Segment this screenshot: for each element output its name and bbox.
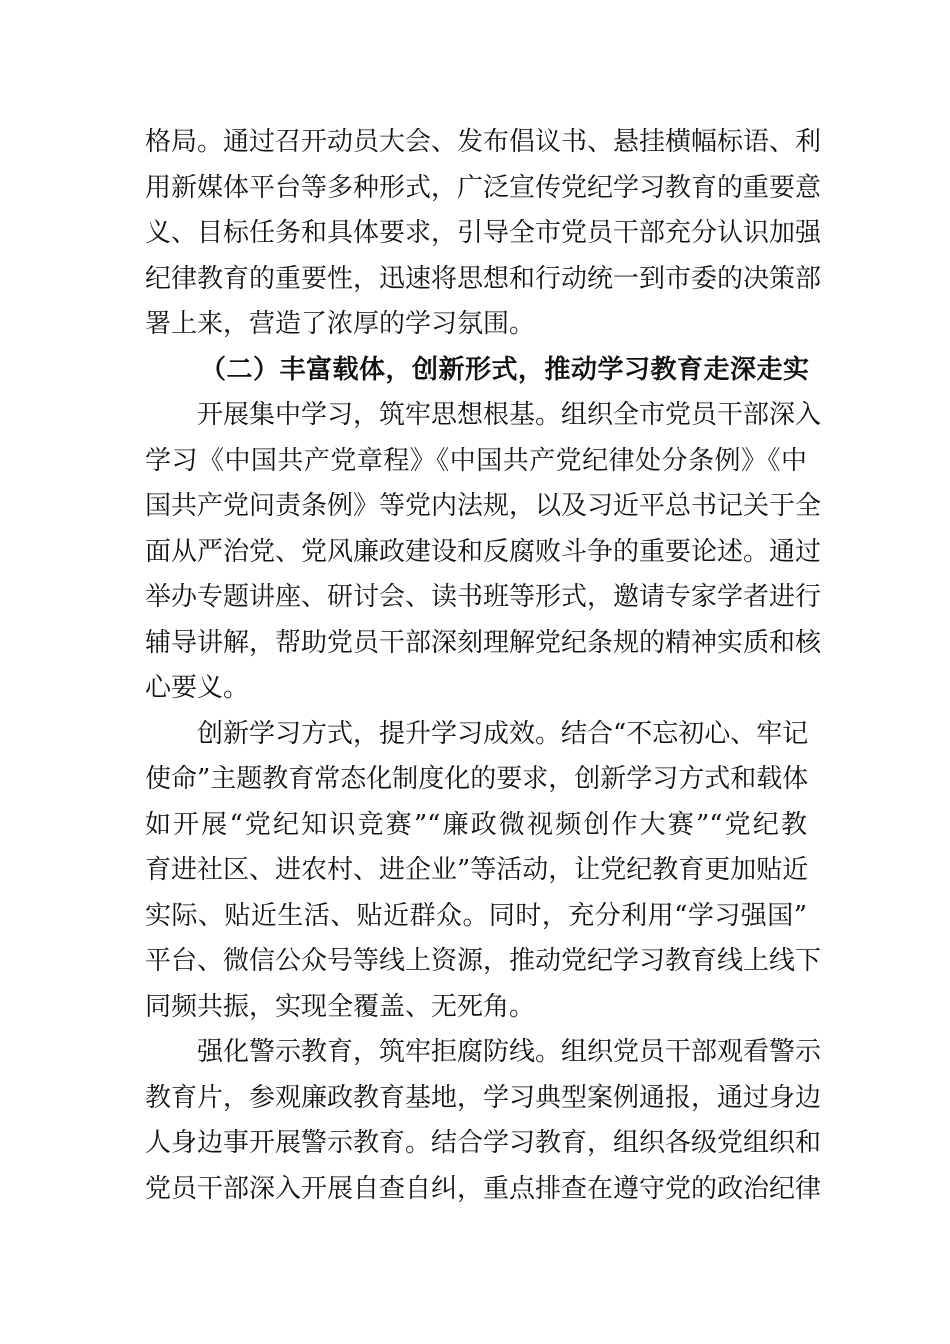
paragraph-line: 实际、贴近生活、贴近群众。同时，充分利用“学习强国”: [145, 900, 807, 931]
paragraph-line: 教育片，参观廉政教育基地，学习典型案例通报，通过身边: [145, 1082, 822, 1113]
paragraph-line: 义、目标任务和具体要求，引导全市党员干部充分认识加强: [145, 218, 822, 248]
paragraph-line: 心要义。: [145, 673, 250, 703]
paragraph-line: 面从严治党、党风廉政建设和反腐败斗争的重要论述。通过: [145, 536, 822, 567]
paragraph-line: 如开展“党纪知识竞赛”“廉政微视频创作大赛”“党纪教: [145, 809, 807, 840]
paragraph-line: 署上来，营造了浓厚的学习氛围。: [145, 309, 536, 339]
paragraph-line: 使命”主题教育常态化制度化的要求，创新学习方式和载体: [145, 764, 809, 794]
paragraph-line: 辅导讲解，帮助党员干部深刻理解党纪条规的精神实质和核: [145, 627, 822, 658]
section-heading: （二）丰富载体，创新形式，推动学习教育走深走实: [200, 354, 810, 385]
paragraph-2: [145, 393, 822, 712]
paragraph-1: [145, 120, 822, 348]
document-body: [145, 120, 822, 1212]
paragraph-line: 人身边事开展警示教育。结合学习教育，组织各级党组织和: [145, 1128, 822, 1158]
paragraph-line: 格局。通过召开动员大会、发布倡议书、悬挂横幅标语、利: [145, 127, 822, 157]
paragraph-line: 育进社区、进农村、进企业”等活动，让党纪教育更加贴近: [145, 855, 809, 885]
paragraph-3: [145, 712, 822, 1031]
paragraph-line: 国共产党问责条例》等党内法规，以及习近平总书记关于全: [145, 491, 822, 521]
paragraph-line: 同频共振，实现全覆盖、无死角。: [145, 991, 536, 1022]
paragraph-line: 创新学习方式，提升学习成效。结合“不忘初心、牢记: [197, 718, 809, 749]
paragraph-line: 平台、微信公众号等线上资源，推动党纪学习教育线上线下: [145, 946, 822, 976]
paragraph-line: 强化警示教育，筑牢拒腐防线。组织党员干部观看警示: [197, 1037, 822, 1067]
paragraph-4: [145, 1030, 822, 1212]
paragraph-line: 学习《中国共产党章程》《中国共产党纪律处分条例》《中: [145, 445, 807, 476]
paragraph-line: 开展集中学习，筑牢思想根基。组织全市党员干部深入: [197, 400, 822, 430]
paragraph-line: 举办专题讲座、研讨会、读书班等形式，邀请专家学者进行: [145, 582, 822, 612]
paragraph-line: 党员干部深入开展自查自纠，重点排查在遵守党的政治纪律: [145, 1173, 822, 1204]
paragraph-line: 纪律教育的重要性，迅速将思想和行动统一到市委的决策部: [145, 263, 822, 294]
paragraph-line: 用新媒体平台等多种形式，广泛宣传党纪学习教育的重要意: [145, 172, 822, 203]
